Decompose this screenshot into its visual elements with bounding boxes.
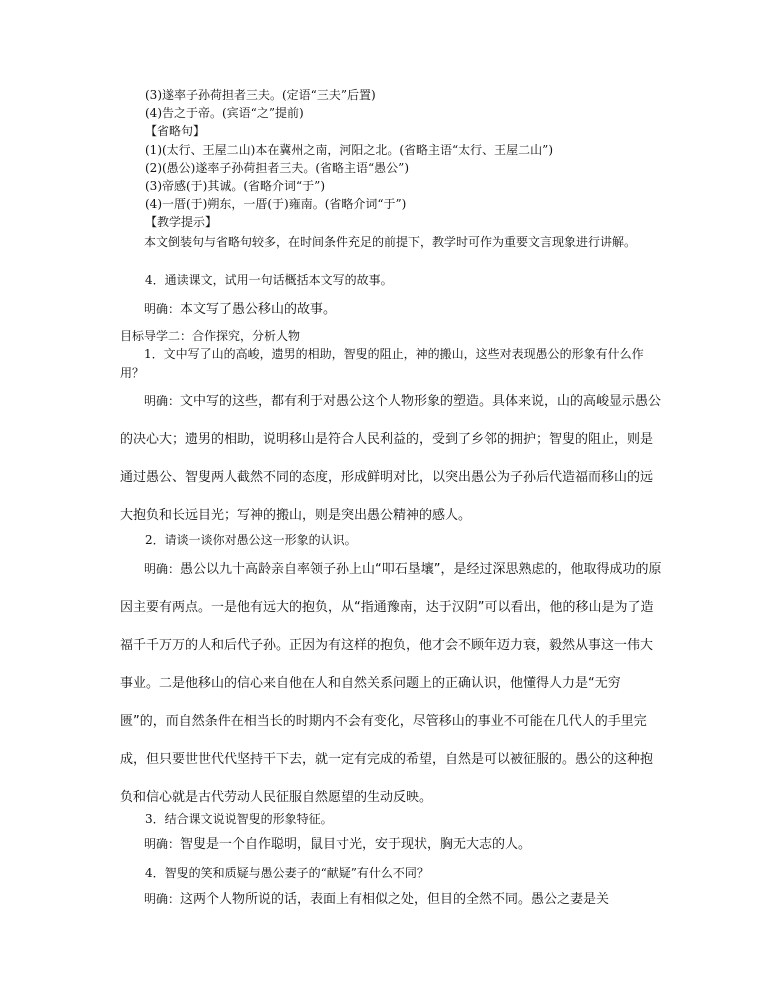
answer-text: 愚公以九十高龄亲自率领子孙上山“叩石垦壤”，是经过深思熟虑的，他取得成功的原因主要有两点。一是他有远大的抱负，从“指通豫南，达于汉阴”可以看出，他的移山是为了造福千千万万的人和后代子孙。正因为有这样的抱负，他才会不顾年迈力衰，毅然从事这一伟大事业。二是他移山的信心来自他在人和自然关系问题上的正确认识，他懂得人力是“无穷匮”的，而自然条件在相当长的时期内不会有变化，尽管移山的事业不可能在几代人的手里完成，但只要世世代代坚持干下去，就一定有完成的希望，自然是可以被征服的。愚公的这种抱负和信心就是古代劳动人民征服自然愿望的生动反映。 <box>120 562 662 805</box>
question: 4．通读课文，试用一句话概括本文写的故事。 <box>145 273 393 287</box>
text-line: (3)遂率子孙荷担者三夫。(定语“三夫”后置) <box>145 88 376 102</box>
text-line: (2)(愚公)遂率子孙荷担者三夫。(省略主语“愚公”) <box>145 161 409 175</box>
text-line: (1)(太行、王屋二山)本在冀州之南，河阳之北。(省略主语“太行、王屋二山”) <box>145 143 553 157</box>
section-heading: 【省略句】 <box>145 124 206 138</box>
answer-text: 本文写了愚公移山的故事。 <box>180 302 337 317</box>
answer <box>120 300 665 319</box>
text-line: (4)告之于帝。(宾语“之”提前) <box>145 106 304 120</box>
answer <box>120 550 665 817</box>
answer-label: 明确： <box>144 394 181 408</box>
question: 1．文中写了山的高峻，遗男的相助，智叟的阻止，神的搬山，这些对表现愚公的形象有什么作用？ <box>120 347 644 380</box>
question: 3．结合课文说说智叟的形象特征。 <box>145 812 333 826</box>
answer-label: 明确： <box>144 562 181 576</box>
question: 2．请谈一谈你对愚公这一形象的认识。 <box>145 533 357 547</box>
section-title: 目标导学二：合作探究，分析人物 <box>120 329 301 343</box>
question: 4．智叟的笑和质疑与愚公妻子的“献疑”有什么不同？ <box>145 866 429 880</box>
answer-text: 智叟是一个自作聪明，鼠目寸光，安于现状，胸无大志的人。 <box>180 837 532 852</box>
answer <box>120 835 665 854</box>
section-heading: 【教学提示】 <box>145 215 218 229</box>
answer-text: 文中写的这些，都有利于对愚公这个人物形象的塑造。具体来说，山的高峻显示愚公的决心大；遗男的相助，说明移山是符合人民利益的，受到了乡邻的拥护；智叟的阻止，则是通过愚公、智叟两人截然不同的态度，形成鲜明对比，以突出愚公为子孙后代造福而移山的远大抱负和长远目光；写神的搬山，则是突出愚公精神的感人。 <box>120 394 662 523</box>
answer-label: 明确： <box>144 892 181 906</box>
text-line: (4)一厝(于)朔东，一厝(于)雍南。(省略介词“于”) <box>145 197 407 211</box>
text-line: (3)帝感(于)其诚。(省略介词“于”) <box>145 179 325 193</box>
teaching-tip: 本文倒装句与省略句较多，在时间条件充足的前提下，教学时可作为重要文言现象进行讲解。 <box>144 235 637 249</box>
answer-label: 明确： <box>144 837 181 851</box>
answer-text: 这两个人物所说的话，表面上有相似之处，但目的全然不同。愚公之妻是关 <box>180 892 610 907</box>
answer <box>120 382 665 535</box>
answer <box>120 890 665 909</box>
answer-label: 明确： <box>144 302 181 316</box>
